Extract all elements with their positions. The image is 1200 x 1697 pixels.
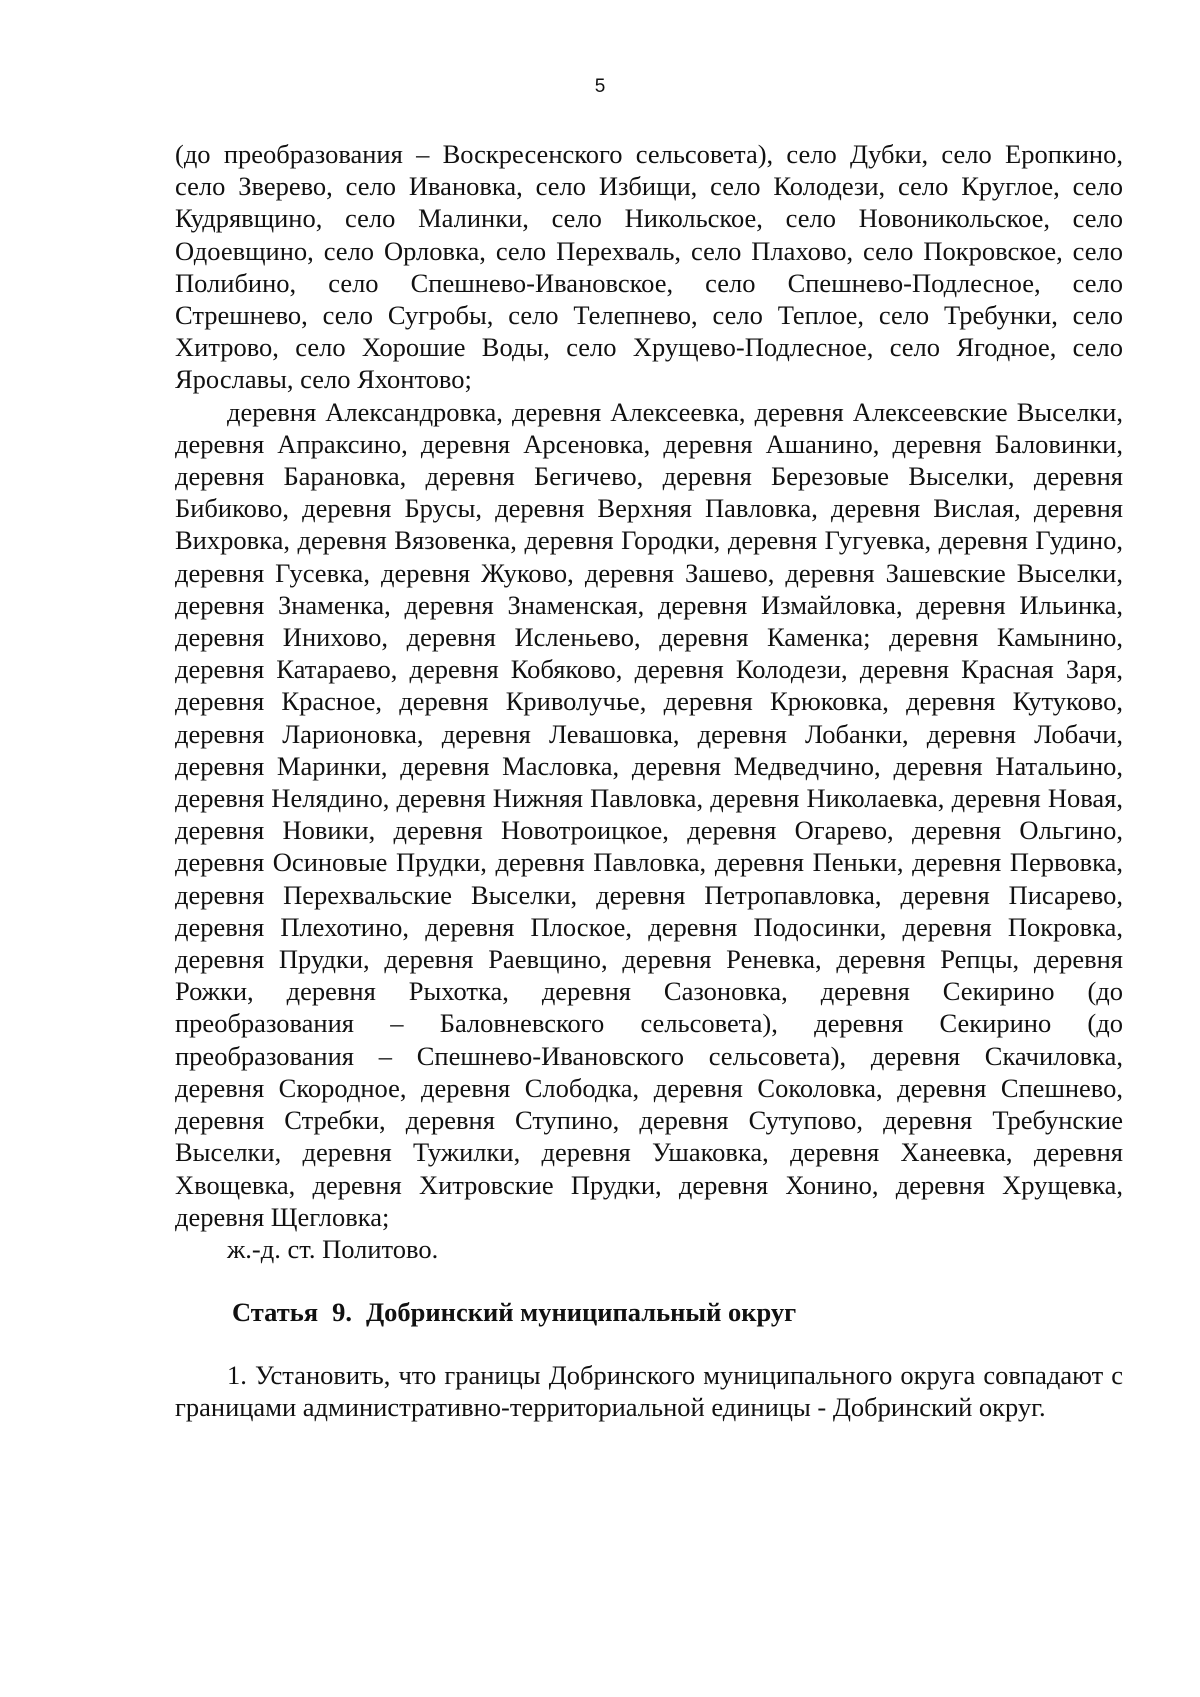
- paragraph-selo-list: (до преобразования – Воскресенского сельсовета), село Дубки, село Еропкино, село Зверево, село Ивановка, село Избищи, село Колодези, село Круглое, село Кудрявщино, село Малинки, село Никольское, село Новоникольское, село Одоевщино, село Орловка, село Перехваль, село Плахово, село Покровское, село Полибино, село Спешнево-Ивановское, село Спешнево-Подлесное, село Стрешнево, село Сугробы, село Телепнево, село Теплое, село Требунки, село Хитрово, село Хорошие Воды, село Хрущево-Подлесное, село Ягодное, село Ярославы, село Яхонтово;: [175, 139, 1123, 395]
- article-title: Добринский муниципальный округ: [365, 1297, 797, 1328]
- article-heading: [175, 1296, 1123, 1328]
- paragraph-railway-station: ж.-д. ст. Политово.: [227, 1233, 439, 1264]
- article-number: 9.: [332, 1297, 352, 1328]
- article-label: Статья: [232, 1297, 319, 1328]
- spacer: [175, 1265, 1123, 1296]
- page-number: 5: [594, 76, 606, 97]
- spacer: [175, 1328, 1123, 1359]
- clause-paragraph: 1. Установить, что границы Добринского муниципального округа совпадают с границами административно-территориальной единицы - Добринский округ.: [175, 1360, 1123, 1423]
- paragraph-derevnya-list: деревня Александровка, деревня Алексеевка, деревня Алексеевские Выселки, деревня Апраксино, деревня Арсеновка, деревня Ашанино, деревня Баловинки, деревня Барановка, деревня Бегичево, деревня Березовые Выселки, деревня Бибиково, деревня Брусы, деревня Верхняя Павловка, деревня Вислая, деревня Вихровка, деревня Вязовенка, деревня Городки, деревня Гугуевка, деревня Гудино, деревня Гусевка, деревня Жуково, деревня Зашево, деревня Зашевские Выселки, деревня Знаменка, деревня Знаменская, деревня Измайловка, деревня Ильинка, деревня Инихово, деревня Исленьево, деревня Каменка; деревня Камынино, деревня Катараево, деревня Кобяково, деревня Колодези, деревня Красная Заря, деревня Красное, деревня Криволучье, деревня Крюковка, деревня Кутуково, деревня Ларионовка, деревня Левашовка, деревня Лобанки, деревня Лобачи, деревня Маринки, деревня Масловка, деревня Медведчино, деревня Натальино, деревня Нелядино, деревня Нижняя Павловка, деревня Николаевка, деревня Новая, деревня Новики, деревня Новотроицкое, деревня Огарево, деревня Ольгино, деревня Осиновые Прудки, деревня Павловка, деревня Пеньки, деревня Первовка, деревня Перехвальские Выселки, деревня Петропавловка, деревня Писарево, деревня Плехотино, деревня Плоское, деревня Подосинки, деревня Покровка, деревня Прудки, деревня Раевщино, деревня Реневка, деревня Репцы, деревня Рожки, деревня Рыхотка, деревня Сазоновка, деревня Секирино (до преобразования – Баловневского сельсовета), деревня Секирино (до преобразования – Спешнево-Ивановского сельсовета), деревня Скачиловка, деревня Скородное, деревня Слободка, деревня Соколовка, деревня Спешнево, деревня Стребки, деревня Ступино, деревня Сутупово, деревня Требунские Выселки, деревня Тужилки, деревня Ушаковка, деревня Ханеевка, деревня Хвощевка, деревня Хитровские Прудки, деревня Хонино, деревня Хрущевка, деревня Щегловка;: [175, 396, 1123, 1232]
- document-body: [175, 138, 1123, 1424]
